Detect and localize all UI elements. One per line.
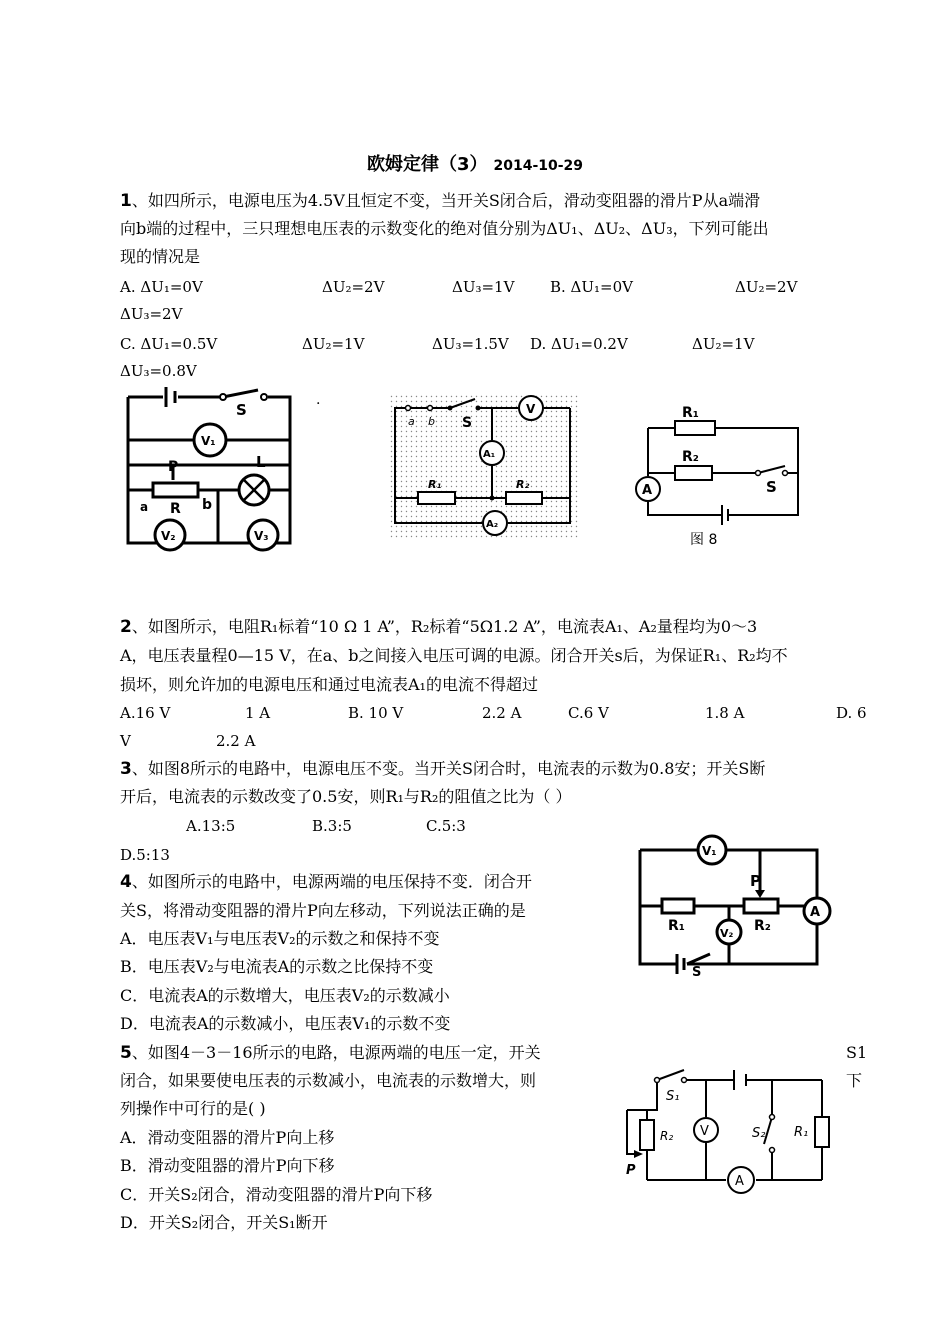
q5-option-b: B．滑动变阻器的滑片P向下移 bbox=[120, 1156, 335, 1175]
fig1-label-v1: V₁ bbox=[201, 434, 216, 448]
title-date: 2014-10-29 bbox=[493, 158, 584, 174]
q5-side-xia: 下 bbox=[846, 1071, 863, 1090]
q1-option-a-2: ΔU₂=2V bbox=[322, 278, 385, 296]
fig4-label-v2: V₂ bbox=[720, 927, 734, 940]
q2-number: 2 bbox=[120, 617, 132, 637]
resistor-r1-fig5 bbox=[815, 1117, 829, 1147]
q5-number: 5 bbox=[120, 1043, 132, 1063]
circuit-figure-1 bbox=[118, 385, 308, 555]
fig1-label-a: a bbox=[140, 500, 149, 514]
q1-line-3: 现的情况是 bbox=[120, 247, 201, 266]
q4-option-b: B．电压表V₂与电流表A的示数之比保持不变 bbox=[120, 957, 434, 976]
page-title bbox=[0, 150, 950, 176]
resistor-r2-fig2 bbox=[506, 492, 542, 504]
rheostat-r bbox=[153, 483, 198, 497]
circuit-figure-5 bbox=[622, 1062, 837, 1197]
switch-contact-1 bbox=[261, 394, 267, 400]
q3-number: 3 bbox=[120, 759, 132, 779]
fig4-label-v1: V₁ bbox=[702, 844, 717, 858]
q1-option-a-1: A. ΔU₁=0V bbox=[120, 278, 203, 296]
q3-line-2: 开后，电流表的示数改变了0.5安，则R₁与R₂的阻值之比为（ ） bbox=[120, 787, 572, 806]
q1-option-b-3: ΔU₃=2V bbox=[120, 305, 183, 323]
q2-line-3: 损坏，则允许加的电源电压和通过电流表A₁的电流不得超过 bbox=[120, 675, 538, 694]
q5-option-a: A．滑动变阻器的滑片P向上移 bbox=[120, 1128, 335, 1147]
q2-option-c-1: C.6 V bbox=[568, 704, 609, 722]
fig2-label-a2: A₂ bbox=[486, 519, 499, 530]
q5-option-c: C．开关S₂闭合，滑动变阻器的滑片P向下移 bbox=[120, 1185, 433, 1204]
q1-line-1: 、如四所示，电源电压为4.5V且恒定不变，当开关S闭合后，滑动变阻器的滑片P从a端滑 bbox=[131, 191, 761, 210]
fig5-label-s2: S₂ bbox=[752, 1126, 766, 1141]
q4-option-d: D．电流表A的示数减小，电压表V₁的示数不变 bbox=[120, 1014, 451, 1033]
resistor-r1-fig3 bbox=[675, 421, 715, 435]
q1-option-d-3: ΔU₃=0.8V bbox=[120, 362, 197, 380]
fig2-label-a1: A₁ bbox=[483, 449, 496, 460]
circuit-figure-2 bbox=[390, 395, 580, 540]
fig2-label-r2: R₂ bbox=[516, 478, 530, 491]
q1-option-c-3: ΔU₃=1.5V bbox=[432, 335, 509, 353]
fig1-label-p: P bbox=[168, 459, 179, 475]
fig1-label-v3: V₃ bbox=[254, 529, 269, 543]
q2-line-1: 、如图所示，电阻R₁标着“10 Ω 1 A”，R₂标着“5Ω1.2 A”，电流表A₁、A₂量程均为0～3 bbox=[131, 617, 758, 636]
q1-option-b-1: B. ΔU₁=0V bbox=[550, 278, 633, 296]
fig3-label-r1: R₁ bbox=[682, 405, 699, 421]
fig2-label-s: S bbox=[462, 415, 473, 431]
q1-option-d-2: ΔU₂=1V bbox=[692, 335, 755, 353]
q1-option-c-1: C. ΔU₁=0.5V bbox=[120, 335, 218, 353]
fig1-label-r: R bbox=[170, 501, 181, 517]
q4-line-1: 、如图所示的电路中，电源两端的电压保持不变．闭合开 bbox=[131, 872, 532, 891]
fig4-label-r2: R₂ bbox=[754, 918, 771, 934]
title-text: 欧姆定律（3） bbox=[366, 154, 488, 175]
fig3-label-a: A bbox=[642, 483, 653, 498]
fig5-label-r1: R₁ bbox=[794, 1125, 809, 1140]
switch-pivot-1 bbox=[220, 394, 226, 400]
fig3-caption: 图 8 bbox=[690, 532, 718, 548]
resistor-r1-fig4 bbox=[662, 899, 694, 913]
q4-option-a: A．电压表V₁与电压表V₂的示数之和保持不变 bbox=[120, 929, 440, 948]
fig5-label-v: V bbox=[700, 1124, 709, 1139]
q2-option-c-2: 1.8 A bbox=[705, 704, 745, 722]
fig5-label-a: A bbox=[735, 1174, 744, 1189]
q4-option-c: C．电流表A的示数增大，电压表V₂的示数减小 bbox=[120, 986, 450, 1005]
q5-line-2: 闭合，如果要使电压表的示数减小，电流表的示数增大，则 bbox=[120, 1071, 537, 1090]
q2-option-b-1: B. 10 V bbox=[348, 704, 404, 722]
q3-line-1: 、如图8所示的电路中，电源电压不变。当开关S闭合时，电流表的示数为0.8安；开关S断 bbox=[131, 759, 766, 778]
fig1-label-b: b bbox=[202, 497, 213, 513]
q3-option-d: D.5:13 bbox=[120, 846, 170, 864]
q4-number: 4 bbox=[120, 872, 132, 892]
q5-option-d: D．开关S₂闭合，开关S₁断开 bbox=[120, 1213, 328, 1232]
fig4-label-s: S bbox=[692, 965, 702, 977]
fig5-label-s1: S₁ bbox=[666, 1089, 680, 1104]
fig2-label-v: V bbox=[526, 402, 536, 416]
q2-option-d-1: D. 6 bbox=[836, 704, 867, 722]
circuit-figure-4 bbox=[632, 832, 837, 977]
q1-option-c-2: ΔU₂=1V bbox=[302, 335, 365, 353]
q2-option-d-3: 2.2 A bbox=[216, 732, 256, 750]
fig4-label-p: P bbox=[750, 872, 761, 890]
fig5-label-p: P bbox=[626, 1163, 636, 1178]
q3-option-a: A.13:5 bbox=[186, 817, 236, 835]
fig4-label-r1: R₁ bbox=[668, 918, 685, 934]
fig3-label-r2: R₂ bbox=[682, 449, 699, 465]
fig1-label-l: L bbox=[256, 453, 266, 471]
resistor-r2-fig3 bbox=[675, 466, 712, 480]
fig2-label-a: a bbox=[408, 415, 415, 428]
q5-side-s1: S1 bbox=[846, 1043, 868, 1062]
q1-option-d-1: D. ΔU₁=0.2V bbox=[530, 335, 628, 353]
q1-option-a-3: ΔU₃=1V bbox=[452, 278, 515, 296]
fig2-label-r1: R₁ bbox=[428, 478, 442, 491]
q5-line-3: 列操作中可行的是( ) bbox=[120, 1099, 266, 1118]
q2-option-b-2: 2.2 A bbox=[482, 704, 522, 722]
fig3-label-s: S bbox=[766, 478, 777, 496]
rheostat-r2-fig4 bbox=[744, 899, 778, 913]
q1-line-2: 向b端的过程中，三只理想电压表的示数变化的绝对值分别为ΔU₁、ΔU₂、ΔU₃，下列可能出 bbox=[120, 219, 769, 238]
q1-number: 1 bbox=[120, 191, 132, 211]
q2-option-a-1: A.16 V bbox=[120, 704, 171, 722]
rheostat-r2-fig5 bbox=[640, 1120, 654, 1150]
circuit-figure-3 bbox=[630, 398, 810, 553]
fig1-label-v2: V₂ bbox=[161, 529, 176, 543]
q2-line-2: A，电压表量程0—15 V，在a、b之间接入电压可调的电源。闭合开关s后，为保证R₁、R₂均不 bbox=[120, 646, 788, 665]
q3-option-c: C.5:3 bbox=[426, 817, 466, 835]
q5-line-1: 、如图4－3－16所示的电路，电源两端的电压一定，开关 bbox=[131, 1043, 541, 1062]
fig5-label-r2: R₂ bbox=[660, 1129, 674, 1143]
q3-option-b: B.3:5 bbox=[312, 817, 352, 835]
fig4-label-a: A bbox=[810, 905, 821, 920]
resistor-r1-fig2 bbox=[418, 492, 455, 504]
fig2-label-b: b bbox=[428, 415, 435, 428]
q2-option-a-2: 1 A bbox=[245, 704, 271, 722]
q4-line-2: 关S，将滑动变阻器的滑片P向左移动，下列说法正确的是 bbox=[120, 901, 526, 920]
fig1-label-s: S bbox=[236, 401, 247, 419]
q2-option-d-2: V bbox=[120, 732, 131, 750]
q1-option-b-2: ΔU₂=2V bbox=[735, 278, 798, 296]
